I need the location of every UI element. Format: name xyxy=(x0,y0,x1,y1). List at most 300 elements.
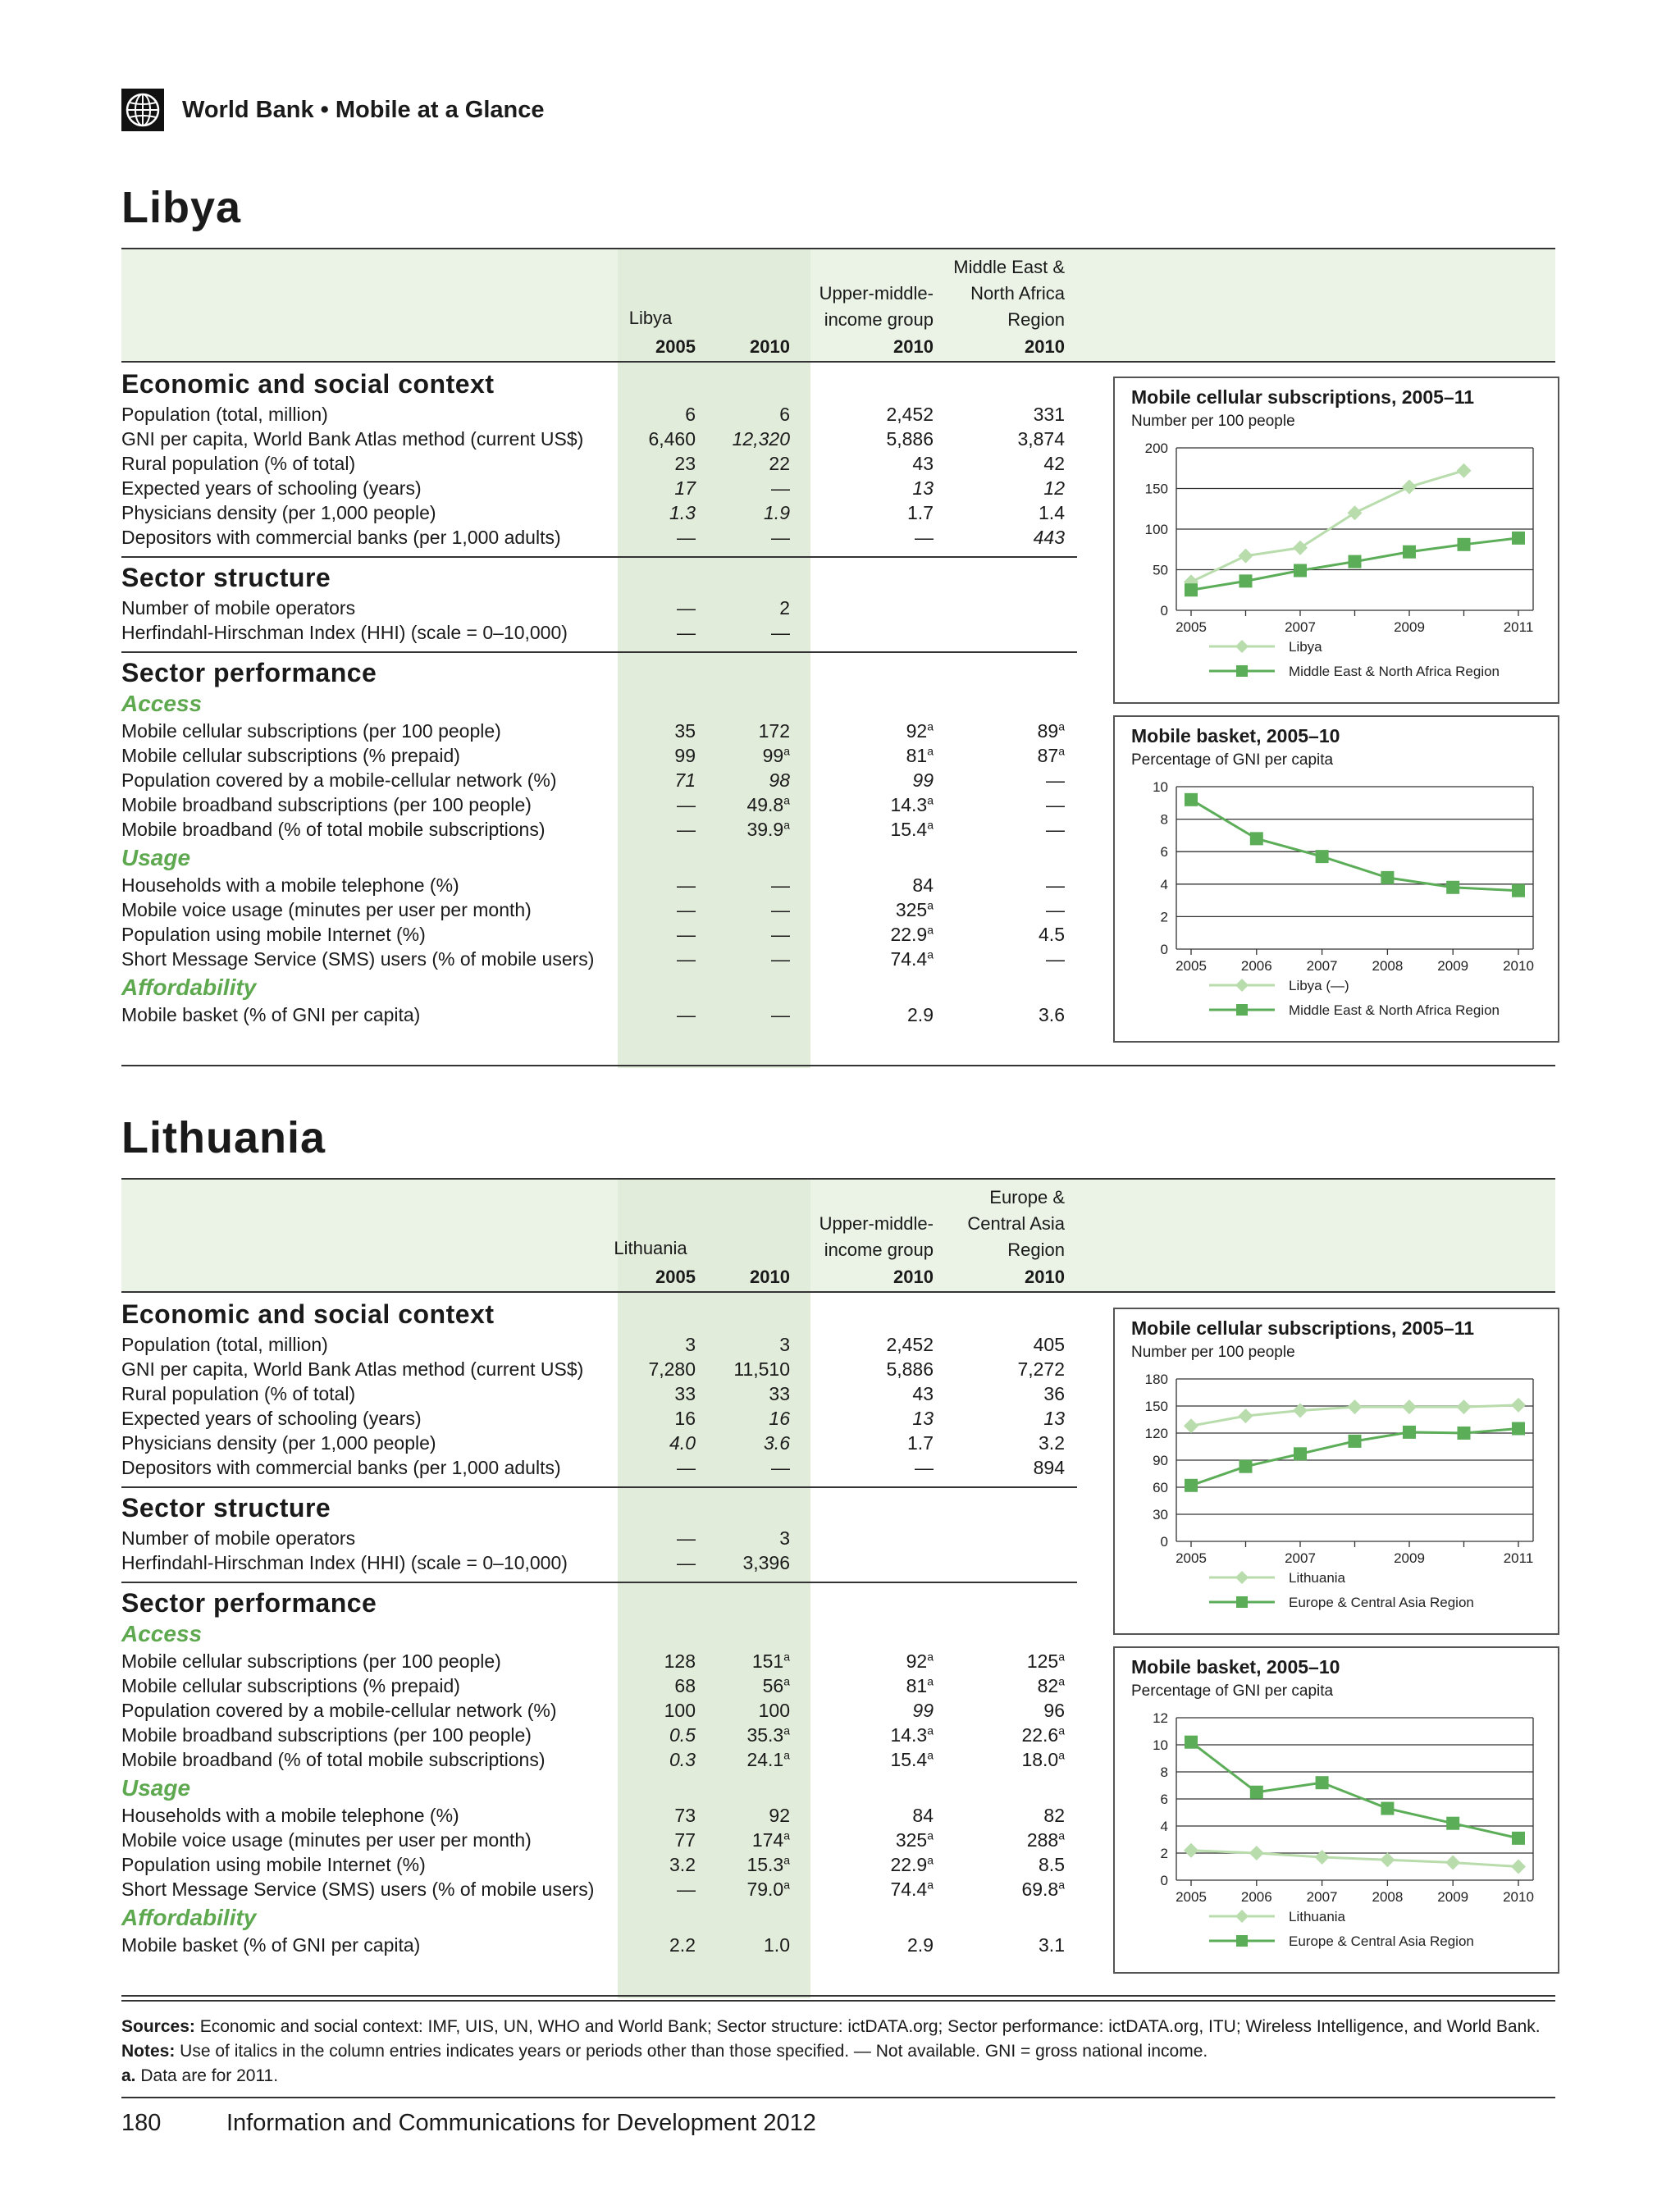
cell-v4: 18.0$^a$ xyxy=(1021,1748,1065,1770)
cell-v4: 22.6$^a$ xyxy=(1021,1723,1065,1746)
row-label: Mobile voice usage (minutes per user per month) xyxy=(121,899,532,920)
cell-v1: — xyxy=(677,1879,696,1900)
data-point xyxy=(1511,1398,1526,1413)
chart-subtitle: Number per 100 people xyxy=(1131,1344,1295,1361)
header-bottom-rule xyxy=(121,361,1555,363)
y-tick-label: 10 xyxy=(1153,1737,1168,1753)
chart-subtitle: Percentage of GNI per capita xyxy=(1131,1682,1334,1700)
x-tick-label: 2008 xyxy=(1372,1889,1404,1905)
cell-v1: 0.3 xyxy=(669,1749,696,1770)
cell-v3: 99 xyxy=(912,1700,934,1721)
cell-v4: 894 xyxy=(1033,1457,1065,1478)
cell-v3: 2.9 xyxy=(907,1934,934,1956)
cell-v4: 82 xyxy=(1043,1805,1065,1826)
cell-v4: 3.2 xyxy=(1039,1432,1065,1454)
cell-v2: — xyxy=(771,1004,790,1025)
y-tick-label: 50 xyxy=(1153,562,1168,578)
data-point xyxy=(1446,1817,1459,1830)
data-point xyxy=(1185,1479,1198,1492)
cell-v3: 84 xyxy=(912,1805,934,1826)
row-label: Mobile basket (% of GNI per capita) xyxy=(121,1934,421,1956)
cell-v4: — xyxy=(1046,769,1065,791)
legend-label: Europe & Central Asia Region xyxy=(1289,1595,1474,1610)
cell-v1: — xyxy=(677,1457,696,1478)
cell-v4: 125$^a$ xyxy=(1026,1650,1065,1672)
chart-title: Mobile basket, 2005–10 xyxy=(1131,725,1340,746)
row-label: Mobile broadband (% of total mobile subscriptions) xyxy=(121,1749,546,1770)
data-point xyxy=(1293,1404,1308,1418)
row-label: Mobile basket (% of GNI per capita) xyxy=(121,1004,421,1025)
table-row xyxy=(121,451,1073,476)
cell-v2: 6 xyxy=(779,404,790,425)
data-point xyxy=(1293,541,1308,555)
data-point xyxy=(1512,532,1525,545)
data-point xyxy=(1316,850,1329,863)
data-point xyxy=(1315,1850,1330,1865)
cell-v3: 22.9$^a$ xyxy=(890,923,934,945)
row-label: GNI per capita, World Bank Atlas method (current US$) xyxy=(121,1358,584,1380)
cell-v4: 87$^a$ xyxy=(1037,744,1065,766)
row-label: Physicians density (per 1,000 people) xyxy=(121,502,436,523)
row-label: GNI per capita, World Bank Atlas method (current US$) xyxy=(121,428,584,450)
x-tick-label: 2010 xyxy=(1503,1889,1534,1905)
country-title-lithuania: Lithuania xyxy=(121,1113,326,1162)
cell-v2: 172 xyxy=(758,720,790,742)
x-tick-label: 2011 xyxy=(1503,1550,1534,1566)
data-point xyxy=(1239,1460,1253,1473)
cell-v1: — xyxy=(677,1552,696,1573)
cell-v4: 4.5 xyxy=(1039,924,1065,945)
cell-v3: 325$^a$ xyxy=(895,1828,934,1851)
data-point xyxy=(1511,1860,1526,1874)
section-economic-context: Economic and social context xyxy=(121,369,495,399)
column-header-y2010: 2010 xyxy=(750,1267,790,1287)
table-row xyxy=(121,476,1073,500)
cell-v3: 43 xyxy=(912,453,934,474)
y-tick-label: 6 xyxy=(1160,844,1168,861)
y-tick-label: 4 xyxy=(1160,1819,1168,1834)
data-point xyxy=(1381,1802,1394,1815)
cell-v2: 92 xyxy=(769,1805,790,1826)
cell-v1: 6,460 xyxy=(648,428,696,450)
cell-v2: 1.9 xyxy=(764,502,790,523)
row-label: Short Message Service (SMS) users (% of mobile users) xyxy=(121,1879,595,1900)
cell-v2: — xyxy=(771,948,790,970)
table-row xyxy=(121,719,1073,743)
table-row xyxy=(121,897,1073,922)
data-point xyxy=(1185,793,1198,806)
cell-v1: — xyxy=(677,794,696,815)
data-point xyxy=(1512,1422,1525,1436)
cell-v4: 69.8$^a$ xyxy=(1021,1878,1065,1900)
cell-v4: 3.6 xyxy=(1039,1004,1065,1025)
row-label: Population covered by a mobile-cellular network (%) xyxy=(121,1700,557,1721)
cell-v1: 33 xyxy=(674,1383,696,1404)
row-label: Mobile cellular subscriptions (% prepaid) xyxy=(121,1675,460,1696)
cell-v3: 92$^a$ xyxy=(906,719,934,742)
footnote-a: a. Data are for 2011. xyxy=(121,2066,279,2085)
y-tick-label: 0 xyxy=(1160,942,1168,957)
y-tick-label: 60 xyxy=(1153,1480,1168,1495)
y-tick-label: 8 xyxy=(1160,1764,1168,1780)
data-point xyxy=(1457,463,1472,478)
table-row xyxy=(121,1002,1073,1027)
cell-v3: 1.7 xyxy=(907,1432,934,1454)
cell-v1: 99 xyxy=(674,745,696,766)
legend-label: Libya xyxy=(1289,639,1322,655)
data-point xyxy=(1381,871,1394,884)
y-tick-label: 8 xyxy=(1160,811,1168,828)
data-point xyxy=(1349,555,1362,568)
row-label: Mobile cellular subscriptions (% prepaid) xyxy=(121,745,460,766)
table-row xyxy=(121,1933,1073,1957)
cell-v2: 3 xyxy=(779,1334,790,1355)
section-rule xyxy=(121,1486,1077,1488)
data-point xyxy=(1239,1408,1253,1423)
row-label: Short Message Service (SMS) users (% of mobile users) xyxy=(121,948,595,970)
table-row xyxy=(121,620,1073,645)
cell-v2: 3,396 xyxy=(742,1552,790,1573)
cell-v2: 1.0 xyxy=(764,1934,790,1956)
cell-v2: 12,320 xyxy=(732,428,790,450)
section-economic-context: Economic and social context xyxy=(121,1299,495,1329)
cell-v4: 8.5 xyxy=(1039,1854,1065,1875)
row-label: Depositors with commercial banks (per 1,000 adults) xyxy=(121,1457,561,1478)
chart-plot xyxy=(1115,1309,1558,1633)
cell-v3: 5,886 xyxy=(886,1358,934,1380)
chart-plot xyxy=(1115,717,1558,1041)
legend-marker xyxy=(1236,1004,1248,1016)
section-rule xyxy=(121,651,1077,653)
legend-marker xyxy=(1235,1910,1249,1923)
cell-v2: 56$^a$ xyxy=(762,1674,790,1696)
data-point xyxy=(1445,1856,1460,1870)
table-row xyxy=(121,1698,1073,1723)
cell-v2: 3.6 xyxy=(764,1432,790,1454)
subsection-access: Access xyxy=(121,691,203,716)
cell-v2: 16 xyxy=(769,1408,790,1429)
column-header-group-year: 2010 xyxy=(893,336,934,357)
row-label: Mobile voice usage (minutes per user per month) xyxy=(121,1829,532,1851)
x-tick-label: 2005 xyxy=(1176,1889,1207,1905)
y-tick-label: 0 xyxy=(1160,1873,1168,1888)
data-point xyxy=(1348,1399,1363,1414)
cell-v4: 7,272 xyxy=(1017,1358,1065,1380)
cell-v1: 3 xyxy=(685,1334,696,1355)
legend-marker xyxy=(1236,1596,1248,1608)
cell-v4: 331 xyxy=(1033,404,1065,425)
cell-v1: — xyxy=(677,1527,696,1549)
data-point xyxy=(1403,1426,1416,1439)
section-sector-structure: Sector structure xyxy=(121,1493,331,1522)
cell-v1: 0.5 xyxy=(669,1724,696,1746)
cell-v1: — xyxy=(677,622,696,643)
data-point xyxy=(1349,1435,1362,1448)
column-header-region-l2: Central Asia xyxy=(967,1213,1065,1234)
cell-v2: 2 xyxy=(779,597,790,619)
row-label: Depositors with commercial banks (per 1,000 adults) xyxy=(121,527,561,548)
cell-v3: 2,452 xyxy=(886,1334,934,1355)
x-tick-label: 2009 xyxy=(1394,1550,1425,1566)
cell-v4: — xyxy=(1046,819,1065,840)
cell-v4: 3,874 xyxy=(1017,428,1065,450)
table-row xyxy=(121,1431,1073,1455)
data-point xyxy=(1250,1786,1263,1799)
data-point xyxy=(1402,1399,1417,1414)
legend-marker xyxy=(1235,979,1249,992)
data-point xyxy=(1458,538,1471,551)
row-label: Number of mobile operators xyxy=(121,1527,356,1549)
row-label: Rural population (% of total) xyxy=(121,453,356,474)
chart-plot xyxy=(1115,378,1558,702)
y-tick-label: 0 xyxy=(1160,603,1168,619)
row-label: Mobile cellular subscriptions (per 100 people) xyxy=(121,1650,501,1672)
x-tick-label: 2007 xyxy=(1306,958,1338,974)
notes-note: Notes: Use of italics in the column entries indicates years or periods other than those specified. — Not available. GNI = gross national income. xyxy=(121,2042,1208,2061)
y-tick-label: 180 xyxy=(1144,1372,1168,1387)
cell-v1: 2.2 xyxy=(669,1934,696,1956)
cell-v4: 288$^a$ xyxy=(1026,1828,1065,1851)
x-tick-label: 2010 xyxy=(1503,958,1534,974)
column-header-region-year: 2010 xyxy=(1025,1267,1065,1287)
cell-v3: 13 xyxy=(912,477,934,499)
section-sector-structure: Sector structure xyxy=(121,563,331,592)
legend-label: Lithuania xyxy=(1289,1570,1346,1586)
cell-v3: 1.7 xyxy=(907,502,934,523)
cell-v3: 92$^a$ xyxy=(906,1650,934,1672)
header-bottom-rule xyxy=(121,1291,1555,1293)
y-tick-label: 120 xyxy=(1144,1426,1168,1441)
cell-v1: 71 xyxy=(674,769,696,791)
cell-v3: 99 xyxy=(912,769,934,791)
table-row xyxy=(121,1673,1073,1698)
chart-lithuania-basket xyxy=(1113,1646,1559,1974)
cell-v2: — xyxy=(771,874,790,896)
cell-v1: — xyxy=(677,819,696,840)
cell-v2: — xyxy=(771,924,790,945)
cell-v4: 3.1 xyxy=(1039,1934,1065,1956)
cell-v3: 74.4$^a$ xyxy=(890,1878,934,1900)
row-label: Physicians density (per 1,000 people) xyxy=(121,1432,436,1454)
row-label: Households with a mobile telephone (%) xyxy=(121,1805,459,1826)
row-label: Mobile broadband subscriptions (per 100 people) xyxy=(121,1724,532,1746)
cell-v1: 4.0 xyxy=(669,1432,696,1454)
column-header-region-l1: Middle East & xyxy=(953,257,1065,277)
column-header-region-l2: North Africa xyxy=(970,283,1065,304)
cell-v2: — xyxy=(771,527,790,548)
cell-v1: 73 xyxy=(674,1805,696,1826)
column-header-region-l1: Europe & xyxy=(989,1187,1065,1208)
cell-v3: 74.4$^a$ xyxy=(890,947,934,970)
chart-lithuania-subscriptions xyxy=(1113,1308,1559,1635)
table-row xyxy=(121,1828,1073,1852)
cell-v4: 1.4 xyxy=(1039,502,1065,523)
chart-title: Mobile cellular subscriptions, 2005–11 xyxy=(1131,386,1475,408)
country-title-libya: Libya xyxy=(121,183,242,232)
section-sector-performance: Sector performance xyxy=(121,1588,377,1618)
cell-v4: 96 xyxy=(1043,1700,1065,1721)
legend-label: Middle East & North Africa Region xyxy=(1289,1002,1500,1018)
cell-v4: — xyxy=(1046,899,1065,920)
cell-v2: 99$^a$ xyxy=(762,744,790,766)
cell-v1: — xyxy=(677,597,696,619)
cell-v1: 3.2 xyxy=(669,1854,696,1875)
subsection-affordability: Affordability xyxy=(121,975,257,1000)
cell-v2: — xyxy=(771,477,790,499)
table-row xyxy=(121,427,1073,451)
x-tick-label: 2007 xyxy=(1285,619,1316,635)
world-bank-globe-icon xyxy=(121,89,164,131)
chart-plot xyxy=(1115,1648,1558,1972)
subsection-affordability: Affordability xyxy=(121,1905,257,1930)
cell-v1: 23 xyxy=(674,453,696,474)
row-label: Population using mobile Internet (%) xyxy=(121,924,426,945)
cell-v3: 84 xyxy=(912,874,934,896)
y-tick-label: 2 xyxy=(1160,1846,1168,1861)
table-row xyxy=(121,1381,1073,1406)
cell-v1: — xyxy=(677,948,696,970)
cell-v4: 89$^a$ xyxy=(1037,719,1065,742)
table-row xyxy=(121,1877,1073,1901)
cell-v1: 7,280 xyxy=(648,1358,696,1380)
y-tick-label: 4 xyxy=(1160,876,1168,892)
data-point xyxy=(1512,1832,1525,1845)
x-tick-label: 2006 xyxy=(1240,1889,1272,1905)
cell-v3: 15.4$^a$ xyxy=(890,818,934,840)
cell-v3: 81$^a$ xyxy=(906,744,934,766)
x-tick-label: 2009 xyxy=(1437,1889,1469,1905)
table-row xyxy=(121,1723,1073,1747)
cell-v1: — xyxy=(677,899,696,920)
cell-v2: 98 xyxy=(769,769,790,791)
data-point xyxy=(1402,480,1417,495)
cell-v2: — xyxy=(771,899,790,920)
data-point xyxy=(1348,505,1363,520)
cell-v3: 14.3$^a$ xyxy=(890,793,934,815)
row-label: Mobile broadband subscriptions (per 100 people) xyxy=(121,794,532,815)
cell-v2: 11,510 xyxy=(733,1358,790,1380)
cell-v3: — xyxy=(915,1457,934,1478)
cell-v2: 22 xyxy=(769,453,790,474)
data-point xyxy=(1403,546,1416,559)
row-label: Number of mobile operators xyxy=(121,597,356,619)
y-tick-label: 6 xyxy=(1160,1792,1168,1807)
cell-v2: 33 xyxy=(769,1383,790,1404)
cell-v3: — xyxy=(915,527,934,548)
cell-v4: 405 xyxy=(1033,1334,1065,1355)
table-row xyxy=(121,1357,1073,1381)
series-line xyxy=(1191,1742,1518,1838)
data-point xyxy=(1239,549,1253,564)
cell-v3: 2.9 xyxy=(907,1004,934,1025)
page-bottom-rule xyxy=(121,2097,1555,2098)
table-row xyxy=(121,1803,1073,1828)
table-row xyxy=(121,947,1073,971)
x-tick-label: 2009 xyxy=(1437,958,1469,974)
y-tick-label: 200 xyxy=(1144,441,1168,456)
legend-label: Europe & Central Asia Region xyxy=(1289,1933,1474,1949)
cell-v3: 5,886 xyxy=(886,428,934,450)
y-tick-label: 2 xyxy=(1160,909,1168,925)
x-tick-label: 2006 xyxy=(1240,958,1272,974)
y-tick-label: 100 xyxy=(1144,522,1168,537)
x-tick-label: 2007 xyxy=(1306,1889,1338,1905)
page-header xyxy=(121,89,545,131)
column-header-region-l3: Region xyxy=(1007,309,1065,330)
subsection-access: Access xyxy=(121,1621,203,1646)
column-header-region-l3: Region xyxy=(1007,1239,1065,1260)
row-label: Population covered by a mobile-cellular network (%) xyxy=(121,769,557,791)
cell-v4: 42 xyxy=(1043,453,1065,474)
section-sector-performance: Sector performance xyxy=(121,658,377,687)
cell-v4: — xyxy=(1046,874,1065,896)
x-tick-label: 2011 xyxy=(1503,619,1534,635)
column-header-group-l2: income group xyxy=(824,1239,934,1260)
data-point xyxy=(1185,583,1198,596)
column-header-region-year: 2010 xyxy=(1025,336,1065,357)
cell-v2: 24.1$^a$ xyxy=(746,1748,790,1770)
legend-label: Lithuania xyxy=(1289,1909,1346,1924)
cell-v2: 79.0$^a$ xyxy=(746,1878,790,1900)
legend-marker xyxy=(1236,1935,1248,1947)
data-point xyxy=(1184,1418,1198,1433)
publisher-title: World Bank • Mobile at a Glance xyxy=(182,96,545,123)
table-row xyxy=(121,1455,1073,1480)
row-label: Population (total, million) xyxy=(121,1334,328,1355)
cell-v2: 35.3$^a$ xyxy=(746,1723,790,1746)
table-row xyxy=(121,1526,1073,1550)
cell-v3: 81$^a$ xyxy=(906,1674,934,1696)
cell-v4: 82$^a$ xyxy=(1037,1674,1065,1696)
cell-v1: 100 xyxy=(664,1700,696,1721)
column-header-group-l1: Upper-middle- xyxy=(819,1213,934,1234)
y-tick-label: 0 xyxy=(1160,1534,1168,1550)
column-header-y2010: 2010 xyxy=(750,336,790,357)
x-tick-label: 2007 xyxy=(1285,1550,1316,1566)
cell-v4: 443 xyxy=(1033,527,1065,548)
legend-marker xyxy=(1236,665,1248,677)
cell-v3: 15.4$^a$ xyxy=(890,1748,934,1770)
table-row xyxy=(121,922,1073,947)
table-row xyxy=(121,1852,1073,1877)
cell-v3: 43 xyxy=(912,1383,934,1404)
data-point xyxy=(1185,1736,1198,1749)
y-tick-label: 90 xyxy=(1153,1453,1168,1468)
table-row xyxy=(121,1406,1073,1431)
data-point xyxy=(1184,1843,1198,1858)
column-header-group-l1: Upper-middle- xyxy=(819,283,934,304)
x-tick-label: 2008 xyxy=(1372,958,1404,974)
data-point xyxy=(1446,881,1459,894)
data-point xyxy=(1457,1399,1472,1414)
data-point xyxy=(1294,564,1307,577)
column-header-y2005: 2005 xyxy=(655,1267,696,1287)
cell-v1: 1.3 xyxy=(669,502,696,523)
cell-v2: 15.3$^a$ xyxy=(746,1853,790,1875)
data-point xyxy=(1316,1776,1329,1789)
legend-label: Libya (—) xyxy=(1289,978,1349,993)
cell-v3: 22.9$^a$ xyxy=(890,1853,934,1875)
y-tick-label: 150 xyxy=(1144,1399,1168,1414)
table-row xyxy=(121,792,1073,817)
row-label: Herfindahl-Hirschman Index (HHI) (scale = 0–10,000) xyxy=(121,622,568,643)
table-row xyxy=(121,1747,1073,1772)
legend-label: Middle East & North Africa Region xyxy=(1289,664,1500,679)
chart-title: Mobile basket, 2005–10 xyxy=(1131,1656,1340,1678)
page-number: 180 xyxy=(121,2110,162,2136)
row-label: Expected years of schooling (years) xyxy=(121,477,422,499)
cell-v3: 14.3$^a$ xyxy=(890,1723,934,1746)
